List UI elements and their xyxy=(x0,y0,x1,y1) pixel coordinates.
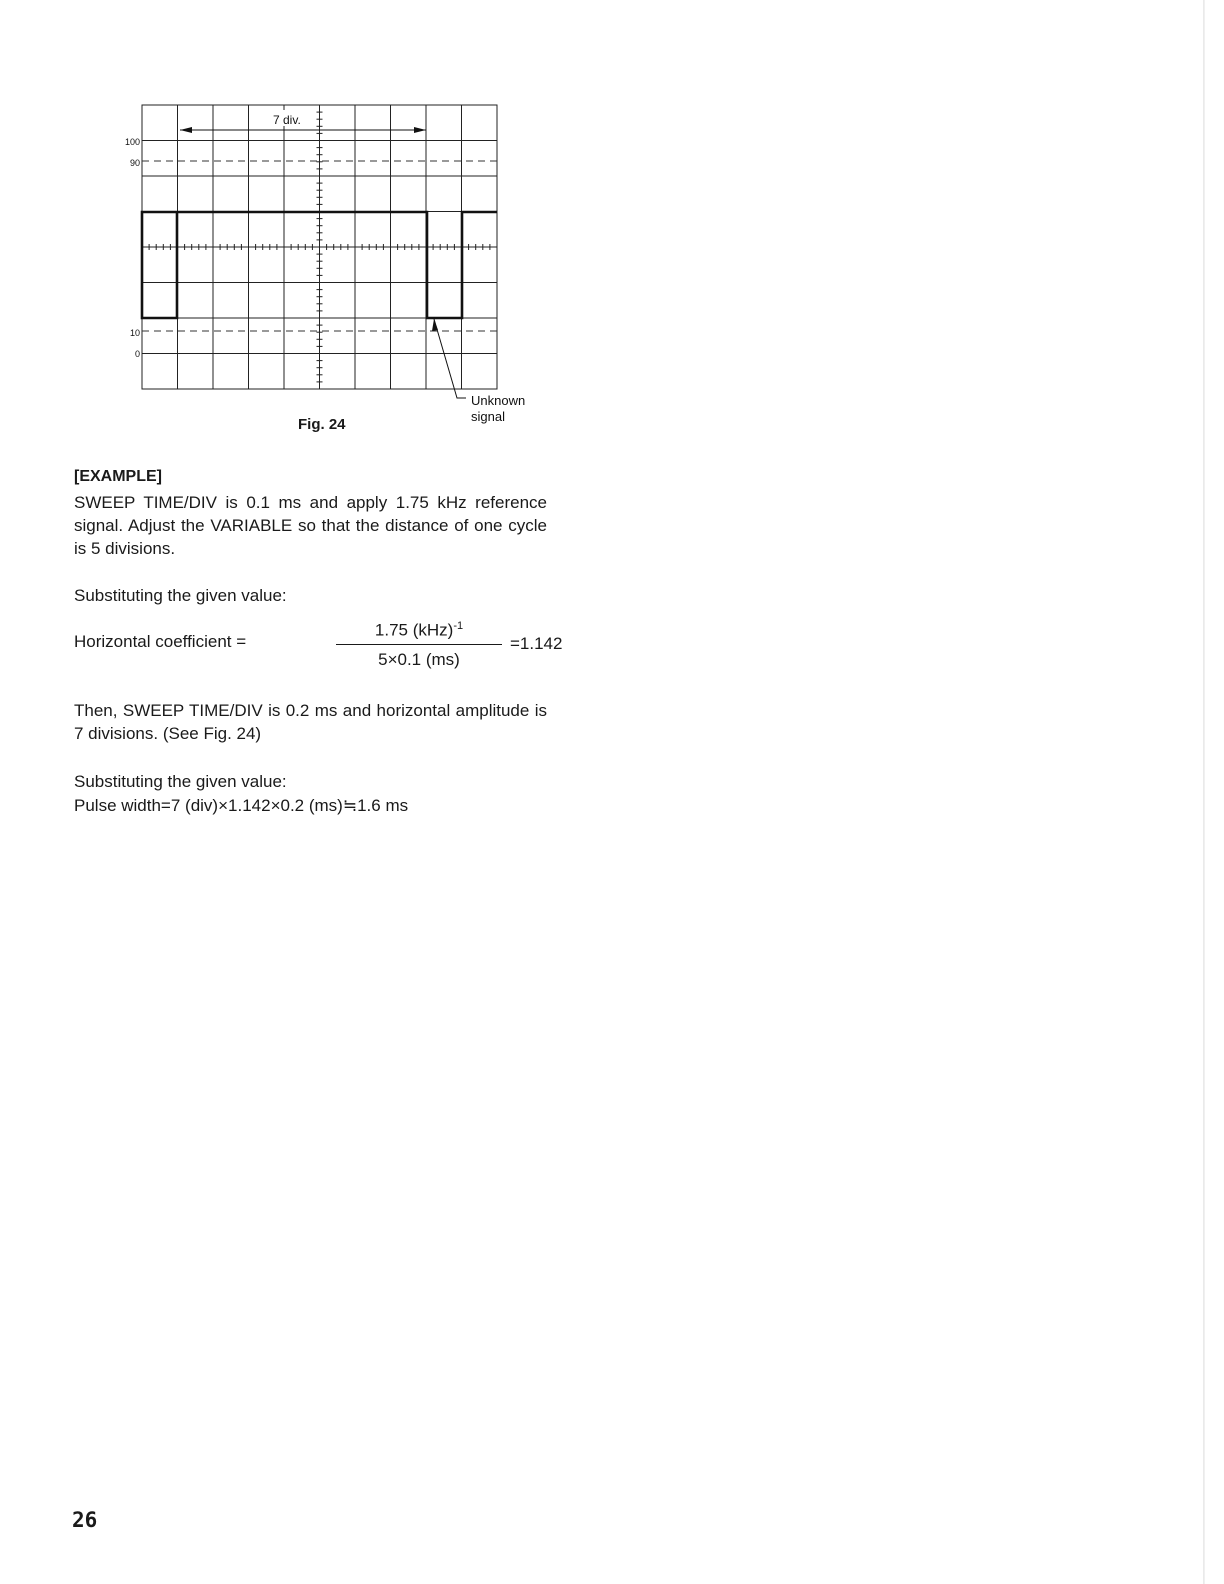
substituting-line-2: Substituting the given value: xyxy=(74,772,287,791)
pulse-width-formula: Pulse width=7 (div)×1.142×0.2 (ms)≒1.6 ms xyxy=(74,796,409,815)
example-paragraph: SWEEP TIME/DIV is 0.1 ms and apply 1.75 kHz reference signal. Adjust the VARIABLE so that the distance of one cycle is 5 divisions. xyxy=(74,493,547,558)
span-arrow-left-head xyxy=(180,127,192,133)
y-label-100: 100 xyxy=(124,137,140,147)
example-heading: [EXAMPLE] xyxy=(74,468,162,485)
page-number: 26 xyxy=(72,1508,98,1532)
oscilloscope-figure xyxy=(110,95,550,435)
figure-caption: Fig. 24 xyxy=(298,416,346,433)
formula-numerator-exponent: -1 xyxy=(453,620,464,632)
formula-denominator: 5×0.1 (ms) xyxy=(378,650,460,669)
then-paragraph: Then, SWEEP TIME/DIV is 0.2 ms and horizontal amplitude is 7 divisions. (See Fig. 24) xyxy=(74,701,547,743)
substituting-line-1: Substituting the given value: xyxy=(74,586,287,605)
y-label-0: 0 xyxy=(134,349,140,359)
horizontal-coefficient-formula xyxy=(74,620,563,680)
formula-lhs: Horizontal coefficient = xyxy=(74,632,247,651)
span-arrow-right-head xyxy=(414,127,426,133)
formula-result: =1.142 xyxy=(510,634,563,653)
annotation-label-line2: signal xyxy=(471,409,505,424)
fraction-bar xyxy=(336,644,502,645)
formula-numerator xyxy=(336,620,502,641)
y-label-10: 10 xyxy=(129,328,140,338)
annotation-label-line1: Unknown xyxy=(471,393,526,408)
span-label: 7 div. xyxy=(273,113,301,127)
page-edge xyxy=(1203,0,1205,1584)
formula-numerator-text: 1.75 (kHz) xyxy=(374,620,454,640)
y-label-90: 90 xyxy=(129,158,140,168)
